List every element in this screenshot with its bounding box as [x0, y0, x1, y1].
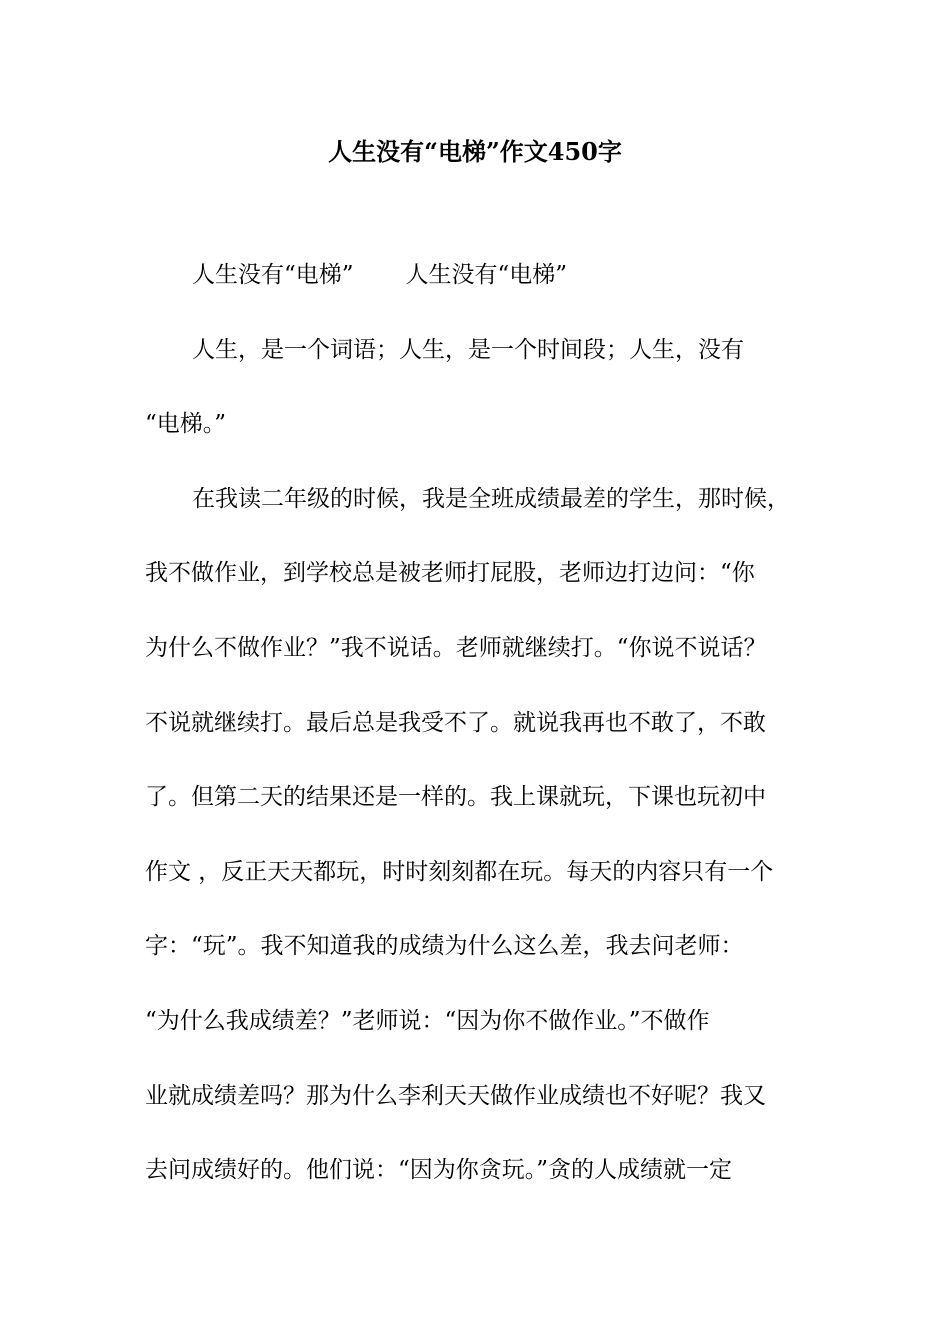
essay-body	[145, 238, 835, 1208]
text-line: 我不做作业，到学校总是被老师打屁股，老师边打边问：“你	[145, 560, 755, 587]
text-line: 字：“玩”。我不知道我的成绩为什么这么差，我去问老师：	[145, 933, 744, 960]
text-line: 作文 ，反正天天都玩，时时刻刻都在玩。每天的内容只有一个	[145, 858, 774, 885]
text-line: “电梯。”	[145, 411, 227, 438]
text-line: 不说就继续打。最后总是我受不了。就说我再也不敢了，不敢	[145, 709, 766, 736]
text-line: 去问成绩好的。他们说：“因为你贪玩。”贪的人成绩就一定	[145, 1157, 733, 1184]
text-line: 在我读二年级的时候，我是全班成绩最差的学生，那时候，	[192, 485, 790, 512]
text-line: 业就成绩差吗？那为什么李利天天做作业成绩也不好呢？我又	[145, 1082, 766, 1109]
subheading-line	[145, 238, 835, 313]
text-line: 为什么不做作业？”我不说话。老师就继续打。“你说不说话？	[145, 634, 767, 661]
text-line: “为什么我成绩差？”老师说：“因为你不做作业。”不做作	[145, 1007, 710, 1034]
text-line: 了。但第二天的结果还是一样的。我上课就玩，下课也玩初中	[145, 784, 766, 811]
subheading-right: 人生没有“电梯”	[405, 262, 568, 288]
page-title: 人生没有“电梯”作文450字	[328, 137, 622, 166]
subheading-left: 人生没有“电梯”	[192, 262, 354, 288]
text-line: 人生，是一个词语；人生，是一个时间段；人生，没有	[192, 336, 744, 363]
